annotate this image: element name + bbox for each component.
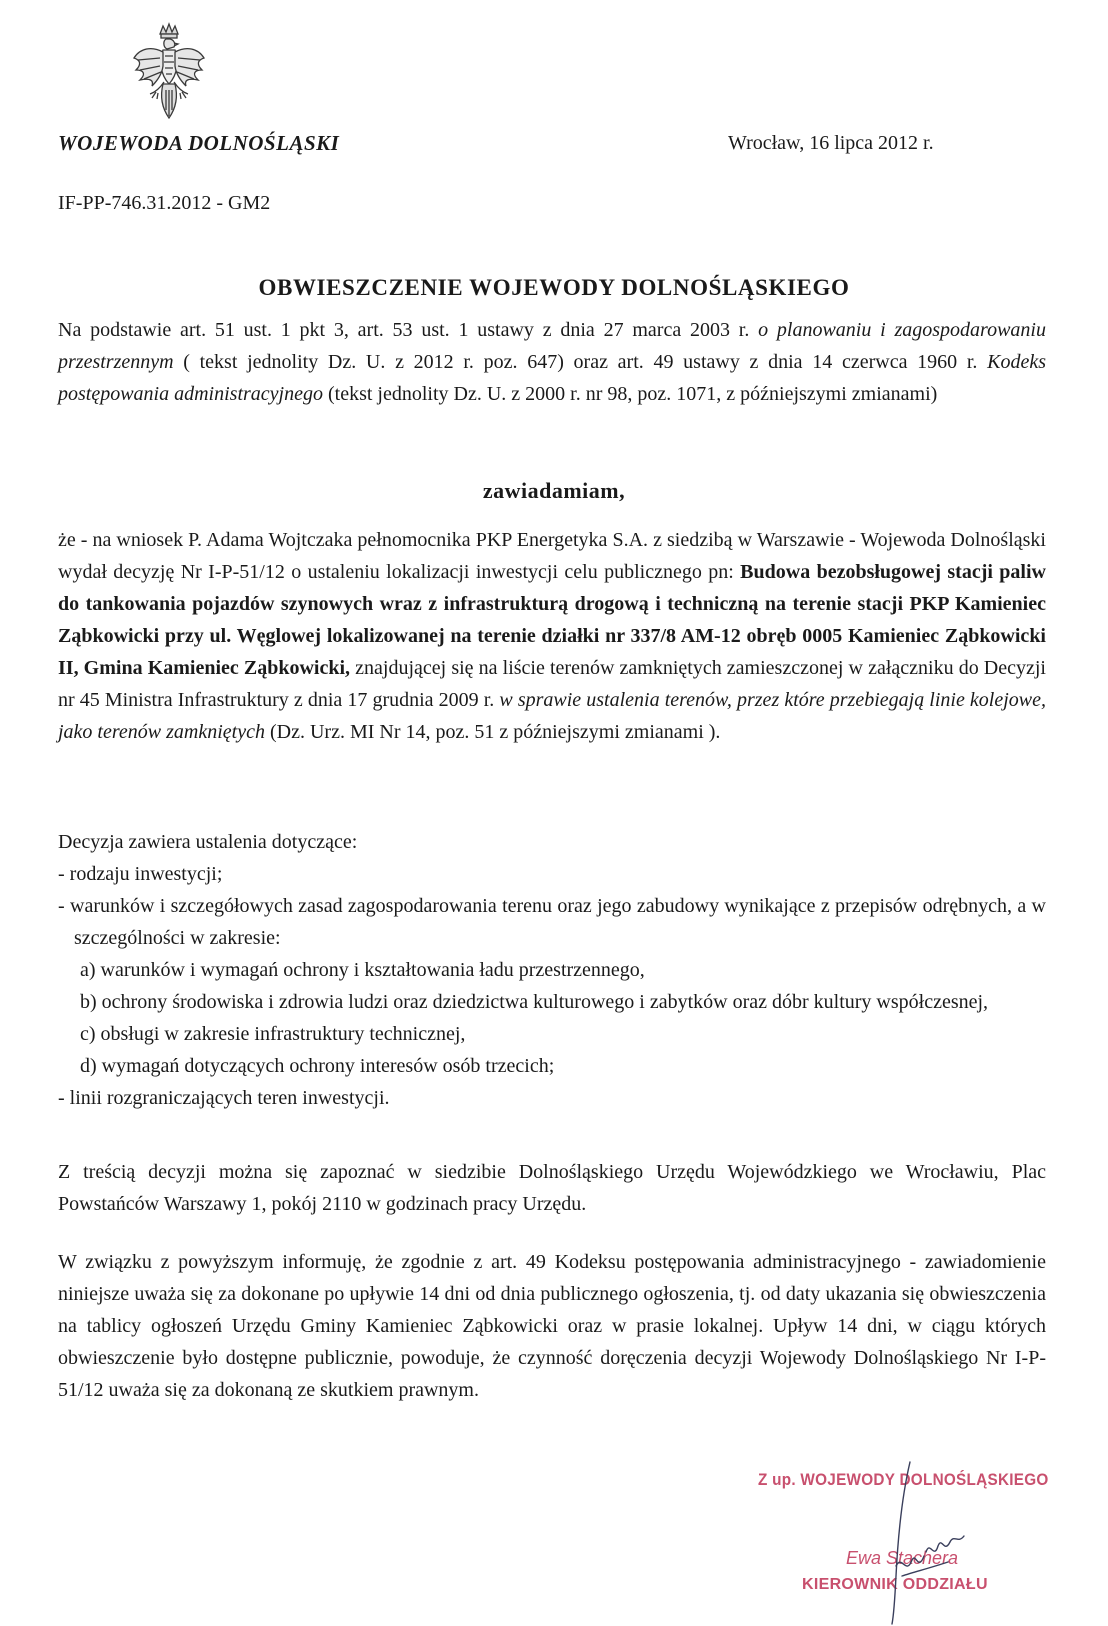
- notice-text: znajdującej się na liście terenów zamkniętych zamieszczonej w załączniku do Decyzji nr 45 Ministra Infrastruktury z dnia 17 grudnia 2009 r.: [58, 657, 1046, 711]
- sub-list-item: b) ochrony środowiska i zdrowia ludzi oraz dziedzictwa kulturowego i zabytków oraz dóbr kultury współczesnej,: [80, 991, 989, 1013]
- act-name-planning: o planowaniu i zagospodarowaniu przestrzennym: [58, 319, 1046, 373]
- sub-list-item: c) obsługi w zakresie infrastruktury technicznej,: [80, 1023, 466, 1045]
- legal-basis-text: Na podstawie art. 51 ust. 1 pkt 3, art. 53 ust. 1 ustawy z dnia 27 marca 2003 r.: [58, 319, 759, 341]
- list-item: - linii rozgraniczających teren inwestycji.: [58, 1087, 390, 1109]
- legal-basis-text: (tekst jednolity Dz. U. z 2000 r. nr 98, poz. 1071, z późniejszymi zmianami): [322, 383, 938, 405]
- stamp-signatory-name: Ewa Stachera: [846, 1548, 959, 1568]
- investment-name: Budowa bezobsługowej stacji paliw do tankowania pojazdów szynowych wraz z infrastrukturą drogową i techniczną na terenie stacji PKP Kamieniec Ząbkowicki przy ul. Węglowej lokalizowanej na terenie działki nr 337/8 AM-12 obręb 0005 Kamieniec Ząbkowicki II, Gmina Kamieniec Ząbkowicki,: [58, 561, 1046, 679]
- decision-items-list: [58, 858, 1046, 1114]
- legal-basis-paragraph: [58, 314, 1046, 410]
- place-and-date: Wrocław, 16 lipca 2012 r.: [728, 132, 934, 154]
- stamp-signatory-role: KIEROWNIK ODDZIAŁU: [802, 1576, 988, 1593]
- list-item: [58, 954, 1046, 1082]
- notice-text: (Dz. Urz. MI Nr 14, poz. 51 z późniejszymi zmianami ).: [264, 721, 721, 743]
- sub-list-item: a) warunków i wymagań ochrony i kształtowania ładu przestrzennego,: [80, 959, 645, 981]
- decision-notice-paragraph: [58, 524, 1046, 748]
- access-paragraph: Z treścią decyzji można się zapoznać w siedzibie Dolnośląskiego Urzędu Wojewódzkiego we Wrocławiu, Plac Powstańców Warszawy 1, pokój 2110 w godzinach pracy Urzędu.: [58, 1161, 1046, 1215]
- issuing-authority: WOJEWODA DOLNOŚLĄSKI: [58, 131, 340, 155]
- decision-intro: Decyzja zawiera ustalenia dotyczące:: [58, 831, 358, 853]
- decision-subject: w sprawie ustalenia terenów, przez które przebiegają linie kolejowe, jako terenów zamkniętych: [58, 689, 1047, 743]
- decision-contents: [58, 826, 1046, 1114]
- detail-sub-list: [58, 954, 1046, 1082]
- handwritten-signature-icon: [880, 1456, 990, 1626]
- closing-paragraph: W związku z powyższym informuję, że zgodnie z art. 49 Kodeksu postępowania administracyjnego - zawiadomienie niniejsze uważa się za dokonane po upływie 14 dni od dnia publicznego ogłoszenia, tj. od daty ukazania się obwieszczenia na tablicy ogłoszeń Urzędu Gminy Kamieniec Ząbkowicki oraz w prasie lokalnej. Upływ 14 dni, w ciągu których obwieszczenie było dostępne publicznie, powoduje, że czynność doręczenia decyzji Wojewody Dolnośląskiego Nr I-P-51/12 uważa się za dokonaną ze skutkiem prawnym.: [58, 1251, 1046, 1401]
- document-title: OBWIESZCZENIE WOJEWODY DOLNOŚLĄSKIEGO: [258, 275, 850, 300]
- list-item: - warunków i szczegółowych zasad zagospodarowania terenu oraz jego zabudowy wynikające z przepisów odrębnych, a w szczególności w zakresie:: [58, 895, 1046, 949]
- polish-eagle-emblem-icon: [130, 22, 208, 126]
- announcement-heading: zawiadamiam,: [482, 478, 626, 503]
- act-name-administrative-code: Kodeks postępowania administracyjnego: [58, 351, 1046, 405]
- notice-text: że - na wniosek P. Adama Wojtczaka pełnomocnika PKP Energetyka S.A. z siedzibą w Warszawie - Wojewoda Dolnośląski wydał decyzję Nr I-P-51/12 o ustaleniu lokalizacji inwestycji celu publicznego pn:: [58, 529, 1046, 583]
- reference-number: IF-PP-746.31.2012 - GM2: [58, 192, 271, 214]
- stamp-authorization: Z up. WOJEWODY DOLNOŚLĄSKIEGO: [758, 1470, 1049, 1489]
- list-item: - rodzaju inwestycji;: [58, 863, 223, 885]
- sub-list-item: d) wymagań dotyczących ochrony interesów osób trzecich;: [80, 1055, 555, 1077]
- legal-basis-text: ( tekst jednolity Dz. U. z 2012 r. poz. 647) oraz art. 49 ustawy z dnia 14 czerwca 1960 r.: [173, 351, 988, 373]
